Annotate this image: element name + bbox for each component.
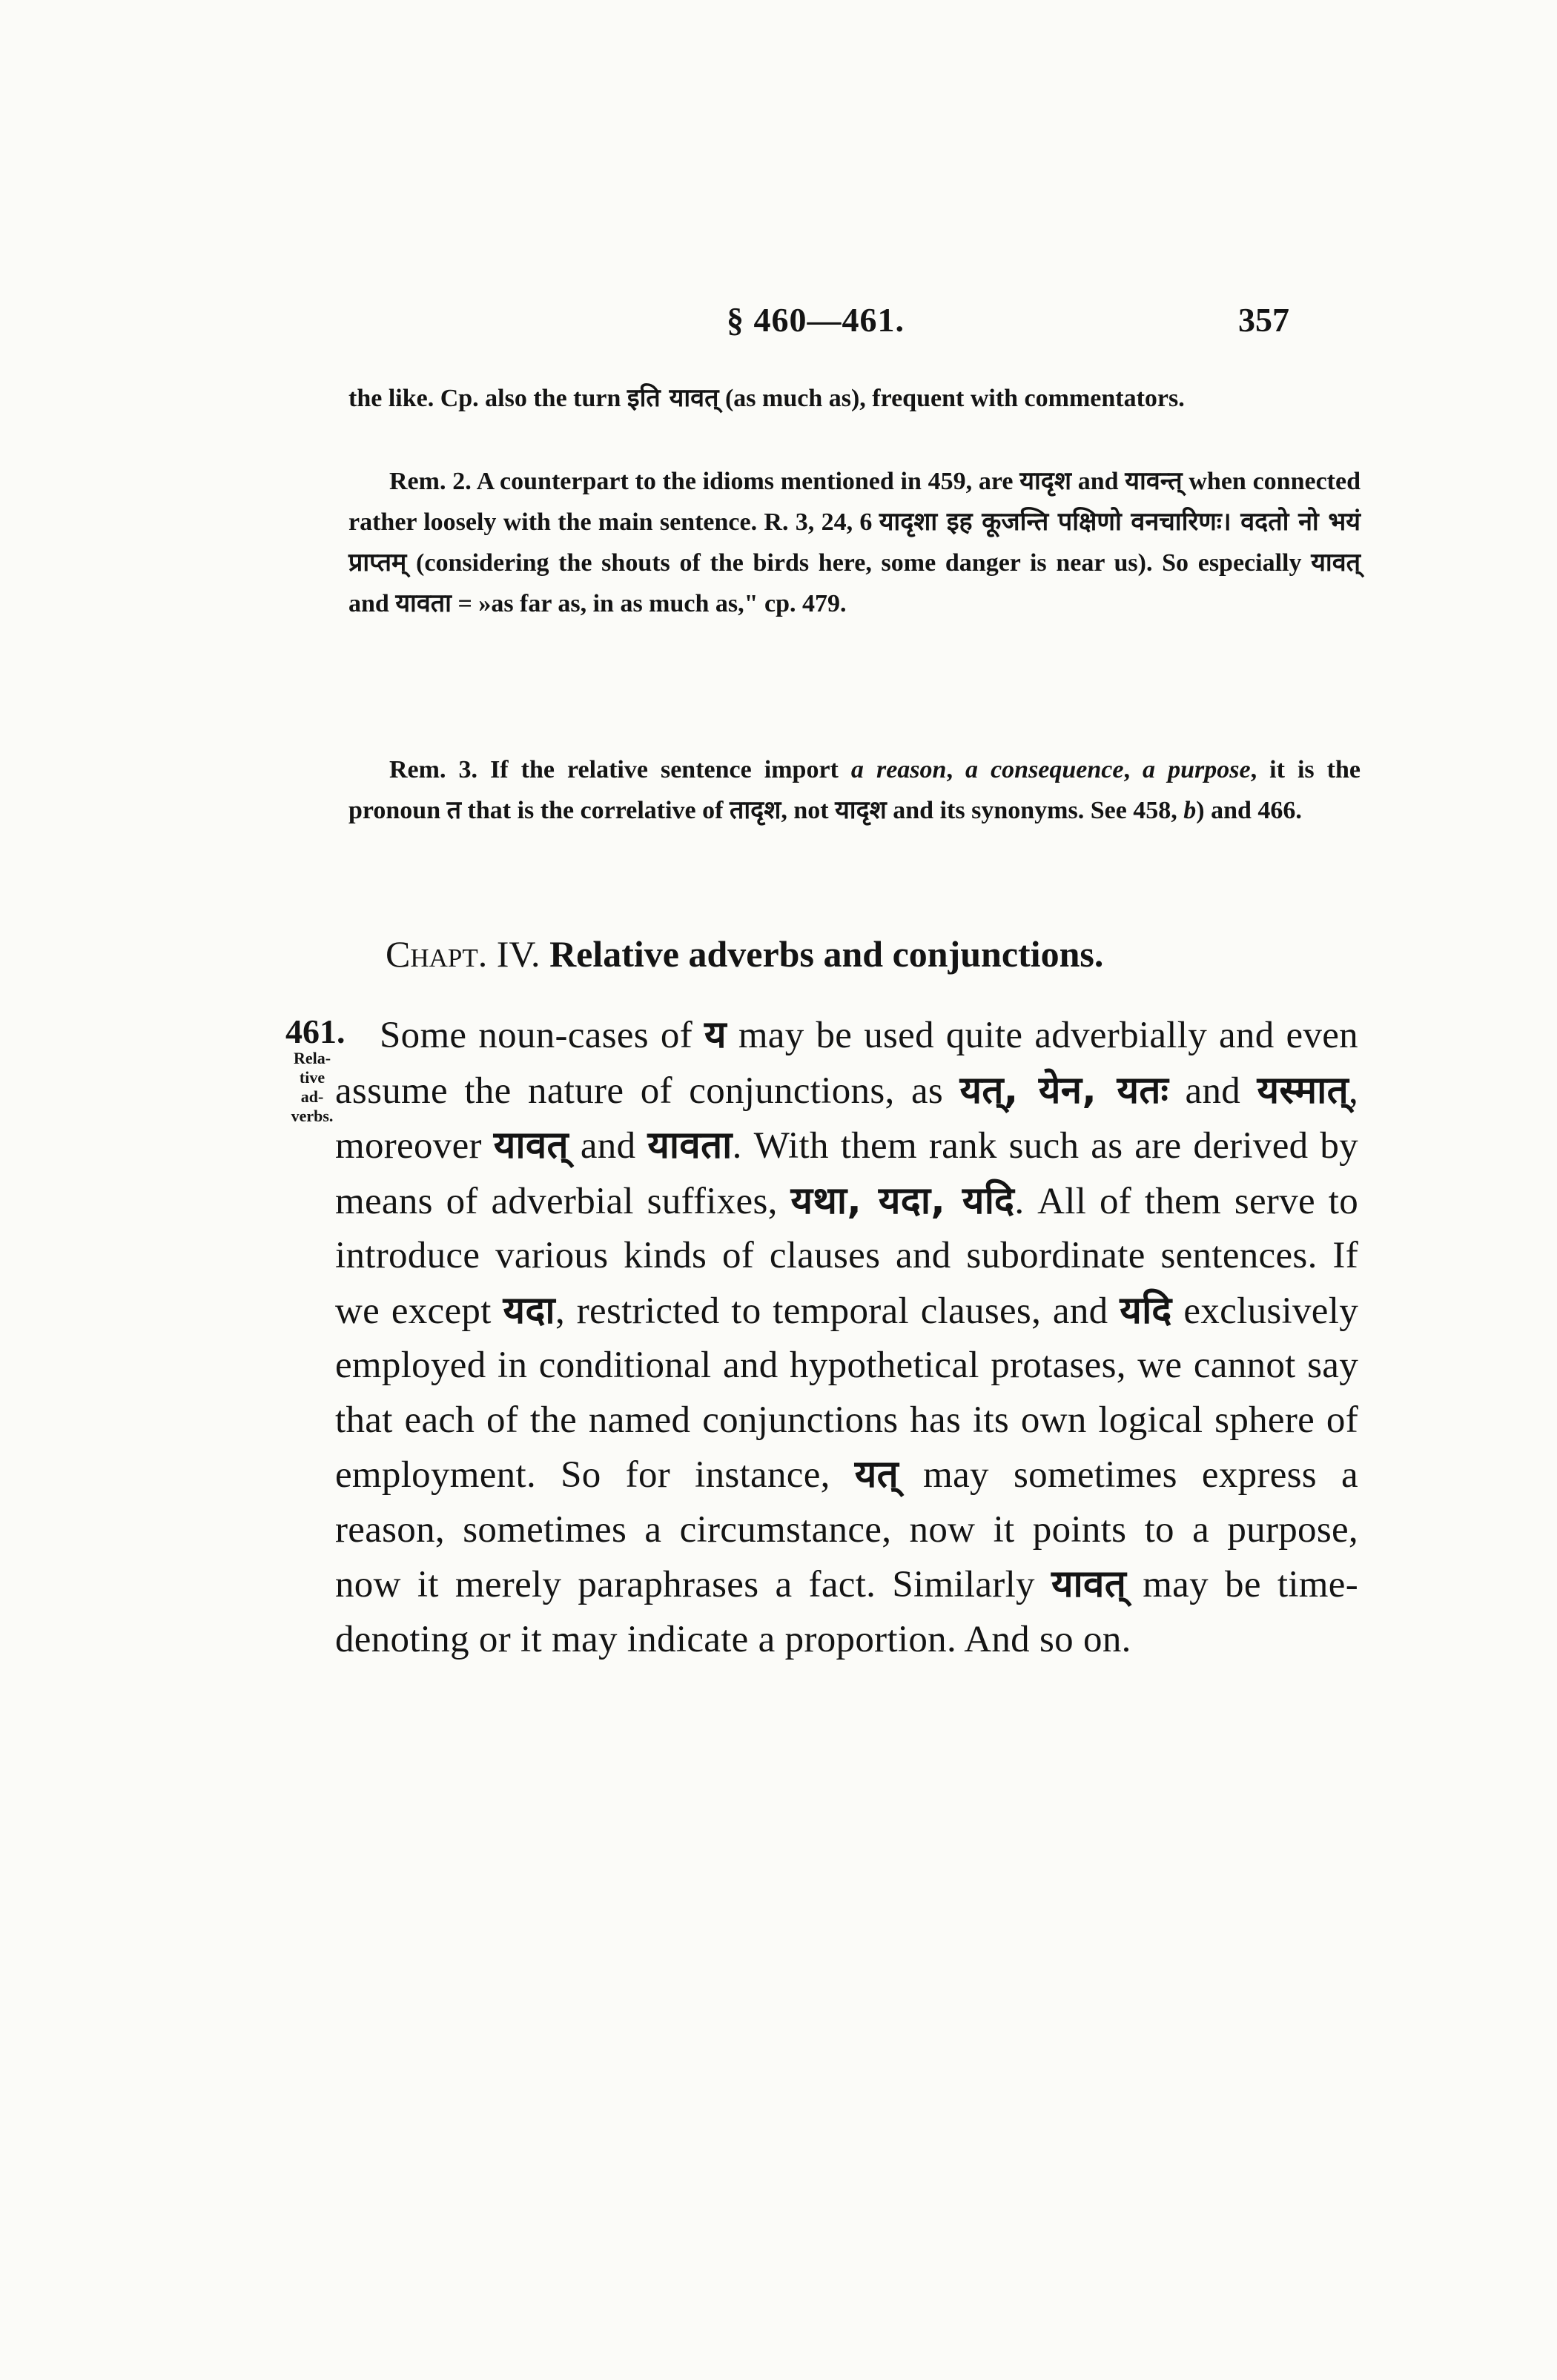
paragraph-number: 461. xyxy=(285,1012,346,1050)
marginal-line: ad- xyxy=(300,1087,324,1106)
chapter-heading xyxy=(386,932,1349,975)
chapter-title: Relative adverbs and conjunctions. xyxy=(549,933,1104,975)
page-number: 357 xyxy=(1238,301,1289,339)
paragraph-461 xyxy=(335,1008,1358,1667)
remark-3 xyxy=(348,750,1361,831)
remark-2-text: Rem. 2. A counterpart to the idioms mentioned in 459, are यादृश and यावन्त् when connected rather loosely with the main sentence. R. 3, 24, 6 यादृशा इह कूजन्ति पक्षिणो वनचारिणः। वदतो नो भयं प्राप्तम् (considering the shouts of the birds here, some danger is near us). So especially यावत् and यावता = »as far as, in as much as," cp. 479. xyxy=(348,466,1361,618)
note-continuation-text: the like. Cp. also the turn इति यावत् (as much as), frequent with commentators. xyxy=(348,383,1185,413)
marginal-line: verbs. xyxy=(291,1107,334,1125)
paragraph-461-text: Some noun-cases of य may be used quite adverbially and even assume the nature of conjunctions, as यत्, येन, यतः and यस्मात्, moreover यावत् and यावता. With them rank such as are derived by means of adverbial suffixes, यथा, यदा, यदि. All of them serve to introduce various kinds of clauses and subordinate sentences. If we except यदा, restricted to temporal clauses, and यदि exclusively employed in conditional and hypothetical protases, we cannot say that each of the named conjunctions has its own logical sphere of employment. So for instance, यत् may sometimes express a reason, sometimes a circumstance, now it points to a purpose, now it merely paraphrases a fact. Similarly यावत् may be time-denoting or it may indicate a proportion. And so on. xyxy=(335,1013,1359,1660)
section-reference: § 460—461. xyxy=(727,301,905,339)
running-head xyxy=(0,300,1557,352)
marginal-line: Rela- xyxy=(293,1049,331,1067)
chapter-label: Chapt. IV. xyxy=(386,933,541,975)
remark-3-text: Rem. 3. If the relative sentence import a reason, a consequence, a purpose, it is the pronoun त that is the correlative of तादृश, not यादृश and its synonyms. See 458, b) and 466. xyxy=(348,756,1361,825)
marginal-note xyxy=(285,1049,339,1126)
remark-2 xyxy=(348,461,1361,624)
marginal-line: tive xyxy=(299,1068,325,1087)
note-continuation xyxy=(348,378,1361,419)
